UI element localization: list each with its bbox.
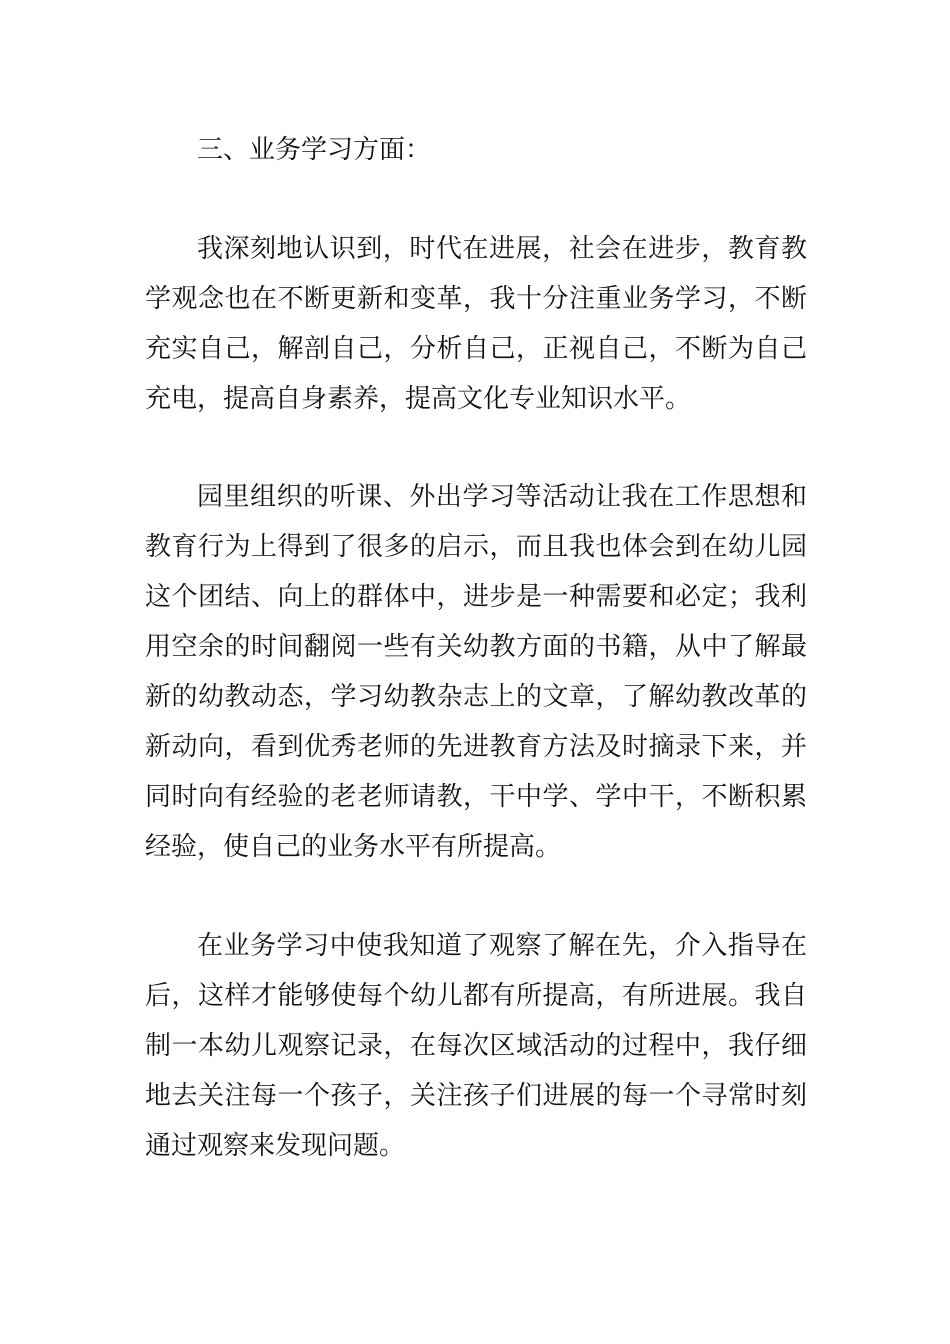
paragraph-line: 新动向，看到优秀老师的先进教育方法及时摘录下来，并 <box>145 732 807 762</box>
paragraph-line: 地去关注每一个孩子，关注孩子们进展的每一个寻常时刻 <box>145 1081 807 1111</box>
paragraph-line: 用空余的时间翻阅一些有关幼教方面的书籍，从中了解最 <box>145 632 807 662</box>
section-heading: 三、业务学习方面： <box>197 135 432 165</box>
paragraph-line: 制一本幼儿观察记录，在每次区域活动的过程中，我仔细 <box>145 1031 807 1061</box>
paragraph-line: 后，这样才能够使每个幼儿都有所提高，有所进展。我自 <box>145 981 807 1011</box>
paragraph-line: 通过观察来发现问题。 <box>145 1131 406 1161</box>
paragraph-line: 同时向有经验的老老师请教，干中学、学中干，不断积累 <box>145 782 807 812</box>
paragraph-line: 在业务学习中使我知道了观察了解在先，介入指导在 <box>197 931 807 961</box>
paragraph-line: 我深刻地认识到，时代在进展，社会在进步，教育教 <box>197 234 807 264</box>
paragraph-line: 园里组织的听课、外出学习等活动让我在工作思想和 <box>197 482 807 512</box>
paragraph-line: 这个团结、向上的群体中，进步是一种需要和必定；我利 <box>145 582 807 612</box>
paragraph-line: 充实自己，解剖自己，分析自己，正视自己，不断为自己 <box>145 334 807 364</box>
paragraph-line: 教育行为上得到了很多的启示，而且我也体会到在幼儿园 <box>145 532 807 562</box>
paragraph-line: 充电，提高自身素养，提高文化专业知识水平。 <box>145 384 692 414</box>
paragraph-line: 经验，使自己的业务水平有所提高。 <box>145 832 562 862</box>
paragraph-line: 学观念也在不断更新和变革，我十分注重业务学习，不断 <box>145 284 807 314</box>
paragraph-line: 新的幼教动态，学习幼教杂志上的文章，了解幼教改革的 <box>145 682 807 712</box>
